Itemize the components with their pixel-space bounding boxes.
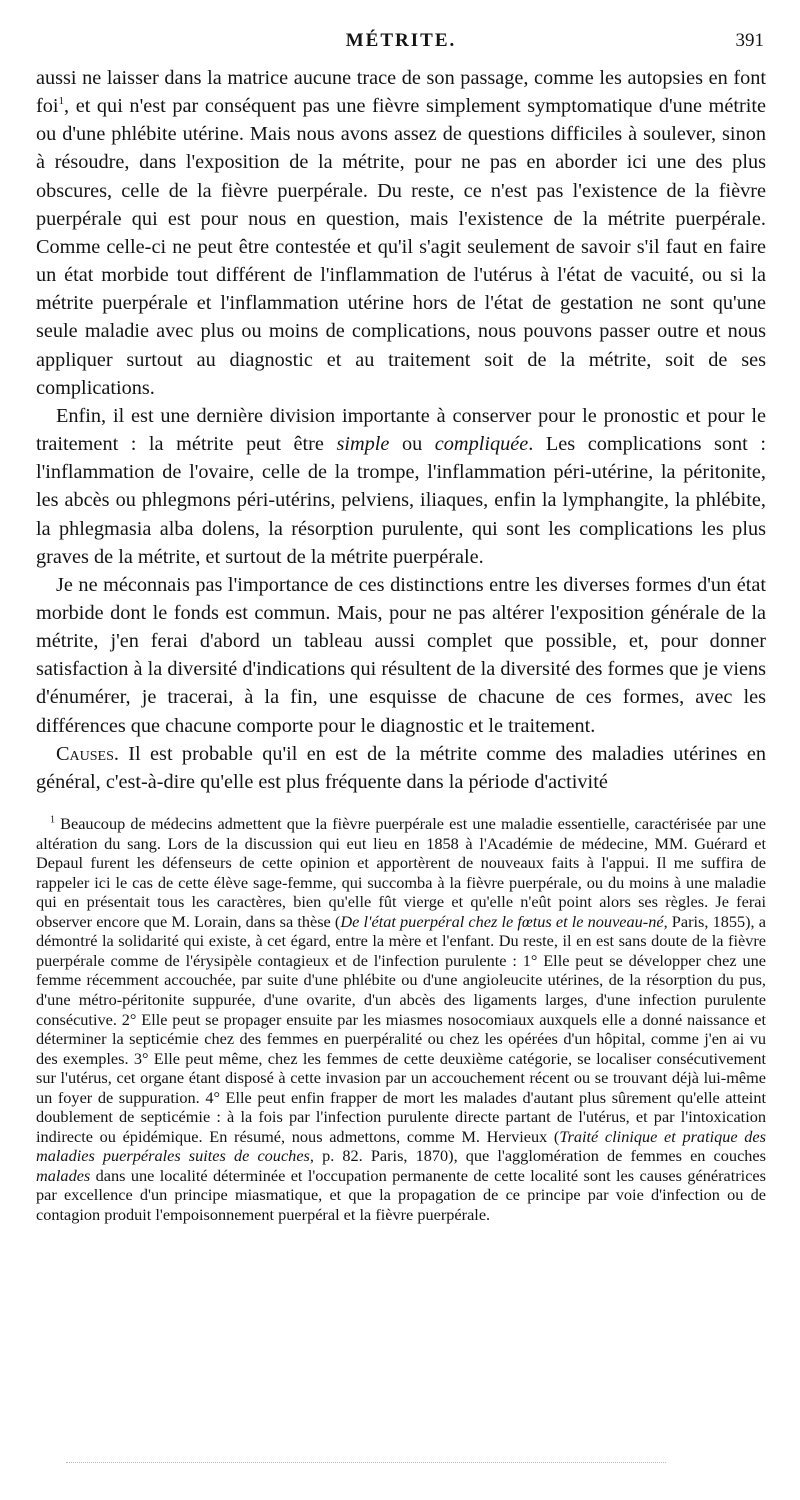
footnote-reference: 1 xyxy=(58,95,65,108)
paragraph-2 xyxy=(36,402,766,571)
footnote-text-3: , p. 82. Paris, 1870), que l'agglomération de femmes en couches xyxy=(309,1146,766,1166)
footnote-text-1: Beaucoup de médecins admettent que la fièvre puerpérale est une maladie essentielle, caractérisée par une altération du sang. Lors de la discussion qui eut lieu en 1858 à l'Académie de médecine, MM. Guérard et Depaul furent les défenseurs de cette opinion et apportèrent de nouveaux faits à l'appui. Il me suffira de rappeler ici le cas de cette élève sage-femme, qui succomba à la fièvre puerpérale, ou du moins à une maladie qui en présentait tous les caractères, bien qu'elle fût vierge et qu'elle n'eût point alors ses règles. Je ferai observer encore que M. Lorain, dans sa thèse ( xyxy=(36,814,766,931)
footnote-1 xyxy=(36,814,766,1224)
main-text xyxy=(36,64,766,796)
bottom-divider xyxy=(66,1462,666,1463)
running-head xyxy=(36,22,766,56)
paragraph-3: Je ne méconnais pas l'importance de ces distinctions entre les diverses formes d'un état morbide dont le fonds est commun. Mais, pour ne pas altérer l'exposition générale de la métrite, j'en ferai d'abord un tableau aussi complet que possible, et, pour donner satisfaction à la diversité d'indications qui résultent de la diversité des formes que je viens d'énumérer, je tracerai, à la fin, une esquisse de chacune de ces formes, avec les différences que chacune comporte pour le diagnostic et le traitement. xyxy=(36,573,766,737)
paragraph-2-conjunction: ou xyxy=(389,433,435,456)
footnote-text-4: dans une localité déterminée et l'occupation permanente de cette localité sont les causes génératrices par excellence d'un principe miasmatique, et que la propagation de ce principe par voie d'infection ou de contagion produit l'empoisonnement puerpéral et la fièvre puerpérale. xyxy=(36,1165,766,1224)
term-simple: simple xyxy=(336,433,390,456)
paragraph-1 xyxy=(36,64,766,402)
paragraph-2-text-a: Enfin, il est une dernière division importante à conserver pour le pronostic et pour le traitement : la métrite peut être xyxy=(36,404,766,456)
paragraph-1-text-b: , et qui n'est par conséquent pas une fièvre simplement symptomatique d'une métrite ou d'une phlébite utérine. Mais nous avons assez de questions difficiles à soulever, sinon à résoudre, dans l'exposition de la métrite, pour ne pas en aborder ici une des plus obscures, celle de la fièvre puerpérale. Du reste, ce n'est pas l'existence de la fièvre puerpérale qui est pour nous en question, mais l'existence de la métrite puerpérale. Comme celle-ci ne peut être contestée et qu'il s'agit seulement de savoir s'il faut en faire un état morbide tout différent de l'inflammation de l'utérus à l'état de vacuité, ou si la métrite puerpérale et l'inflammation utérine hors de l'état de gestation ne sont qu'une seule maladie avec plus ou moins de complications, nous pouvons passer outre et nous appliquer surtout au diagnostic et au traitement soit de la métrite, soit de ses complications. xyxy=(36,95,766,399)
term-compliquee: compliquée xyxy=(434,433,529,456)
footnote-citation-hervieux: Traité clinique et pratique des maladies puerpérales suites de couches xyxy=(36,1126,766,1166)
paragraph-1-text-a: aussi ne laisser dans la matrice aucune trace de son passage, comme les autopsies en font foi xyxy=(36,67,766,118)
footnote xyxy=(36,814,766,1224)
running-title: MÉTRITE. xyxy=(345,30,457,51)
section-heading-causes: Causes. xyxy=(56,742,119,765)
footnote-citation-lorain: De l'état puerpéral chez le fœtus et le nouveau-né xyxy=(340,911,664,931)
footnote-mark: 1 xyxy=(50,814,55,826)
footnote-term-malades: malades xyxy=(36,1165,91,1185)
book-page xyxy=(36,22,766,1225)
page-number: 391 xyxy=(735,30,764,51)
paragraph-4 xyxy=(36,740,766,796)
paragraph-4-text: Il est probable qu'il en est de la métrite comme des maladies utérines en général, c'est-à-dire qu'elle est plus fréquente dans la période d'activité xyxy=(36,742,766,793)
paragraph-2-text-b: . Les complications sont : l'inflammation de l'ovaire, celle de la trompe, l'inflammation péri-utérine, la péritonite, les abcès ou phlegmons péri-utérins, pelviens, iliaques, enfin la lymphangite, la phlébite, la phlegmasia alba dolens, la résorption purulente, qui sont les complications les plus graves de la métrite, et surtout de la métrite puerpérale. xyxy=(36,433,766,568)
footnote-text-2: , Paris, 1855), a démontré la solidarité qui existe, à cet égard, entre la mère et l'enfant. Du reste, il en est sans doute de la fièvre puerpérale comme de l'érysipèle contagieux et de l'infection purulente : 1° Elle peut se développer chez une femme récemment accouchée, par suite d'une phlébite ou d'une angioleucite utérines, de la résorption du pus, d'une métro-péritonite suppurée, d'une ovarite, d'un abcès des ligaments larges, d'une infection purulente consécutive. 2° Elle peut se propager ensuite par les miasmes nosocomiaux auxquels elle a donné naissance et déterminer la septicémie chez des femmes en puerpéralité ou chez les opérées d'un hôpital, comme j'en ai vu des exemples. 3° Elle peut même, chez les femmes de cette deuxième catégorie, se localiser consécutivement sur l'utérus, cet organe étant disposé à cette invasion par un accouchement récent ou se trouvant déjà lui-même un foyer de suppuration. 4° Elle peut enfin frapper de mort les malades d'autant plus sûrement qu'elle atteint doublement de septicémie : à la fois par l'infection purulente directe partant de l'utérus, et par l'intoxication indirecte ou épidémique. En résumé, nous admettons, comme M. Hervieux ( xyxy=(36,911,766,1146)
